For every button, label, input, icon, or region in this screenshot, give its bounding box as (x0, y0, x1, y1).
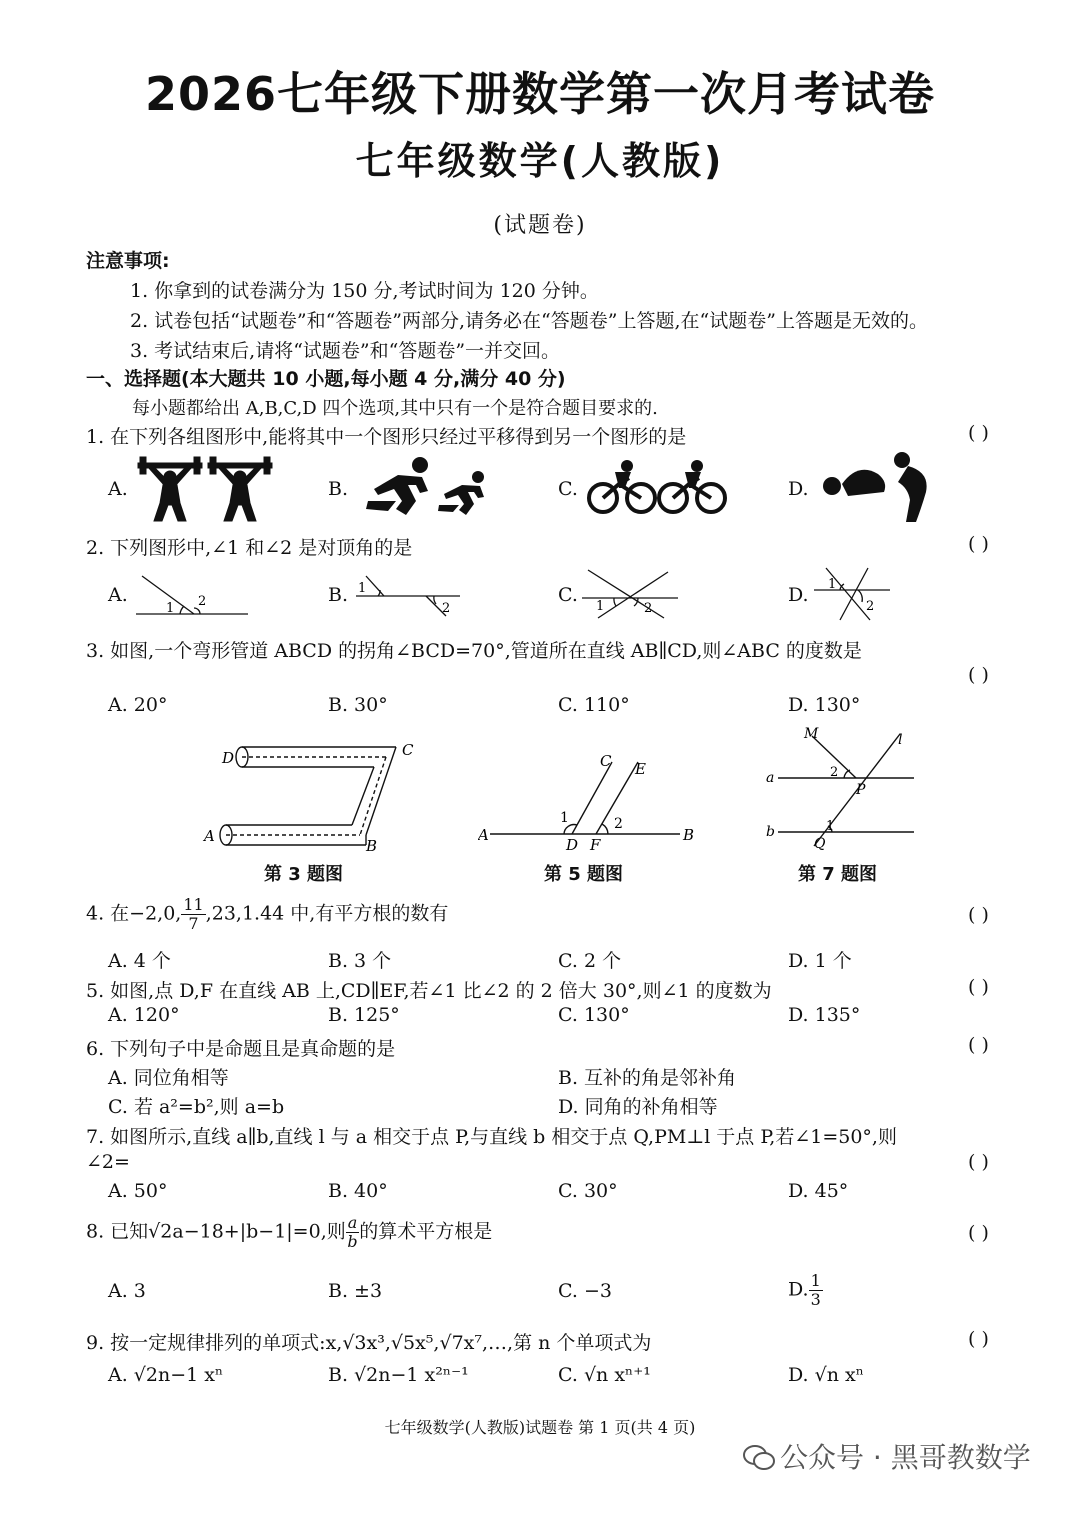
point-label: b (766, 824, 775, 840)
q3-option-a: A. 20° (108, 694, 168, 716)
angle-label: 2 (830, 765, 839, 780)
q7-option-b: B. 40° (328, 1180, 388, 1202)
point-label: B (366, 837, 378, 855)
question-7-stem-cont: ∠2= (86, 1151, 130, 1173)
answer-paren: ( ) (968, 422, 989, 444)
angle-label: 1 (828, 577, 837, 592)
watermark (742, 1436, 1031, 1476)
watermark-text: 公众号 · 黑哥教数学 (780, 1441, 1031, 1474)
angle-label: 1 (596, 599, 605, 614)
q8-option-a: A. 3 (108, 1280, 146, 1302)
question-7-stem: 7. 如图所示,直线 a∥b,直线 l 与 a 相交于点 P,与直线 b 相交于点 Q,PM⊥l 于点 P,若∠1=50°,则 (86, 1126, 897, 1148)
answer-paren: ( ) (968, 904, 989, 926)
point-label: C (600, 752, 612, 770)
q2-option-d: D. (788, 584, 809, 606)
point-label: D (222, 749, 235, 767)
question-3-stem: 3. 如图,一个弯形管道 ABCD 的拐角∠BCD=70°,管道所在直线 AB∥CD,则∠ABC 的度数是 (86, 640, 862, 662)
point-label: M (804, 726, 819, 742)
q4-option-d: D. 1 个 (788, 950, 852, 972)
fraction (346, 1214, 360, 1251)
point-label: a (766, 770, 775, 786)
q2-option-a: A. (108, 584, 128, 606)
figure-7-lines (762, 722, 922, 852)
fraction-denominator: 7 (188, 914, 199, 933)
angle-label: 2 (198, 594, 207, 609)
q1-option-d: D. (788, 478, 809, 500)
q8-option-b: B. ±3 (328, 1280, 383, 1302)
figure-3-caption: 第 3 题图 (264, 864, 344, 885)
answer-paren: ( ) (968, 1151, 989, 1173)
q4-option-b: B. 3 个 (328, 950, 392, 972)
fraction-denominator: 3 (810, 1290, 821, 1309)
q6-option-c: C. 若 a²=b²,则 a=b (108, 1096, 285, 1118)
fraction (181, 896, 205, 933)
note-item: 1. 你拿到的试卷满分为 150 分,考试时间为 120 分钟。 (130, 280, 599, 302)
q5-option-b: B. 125° (328, 1004, 400, 1026)
q2-figure-d (812, 564, 892, 622)
answer-paren: ( ) (968, 1328, 989, 1350)
fraction-numerator: a (347, 1213, 358, 1232)
angle-label: 2 (442, 601, 451, 616)
q8-option-d-label: D. (788, 1278, 809, 1301)
question-4-stem (86, 896, 448, 933)
fraction-numerator: 11 (183, 895, 204, 914)
note-item: 3. 考试结束后,请将“试题卷”和“答题卷”一并交回。 (130, 340, 561, 362)
fraction-numerator: 1 (810, 1271, 821, 1290)
q8-option-d (788, 1272, 823, 1309)
angle-label: 2 (614, 816, 623, 832)
figure-7-caption: 第 7 题图 (798, 864, 878, 885)
angle-label: 1 (826, 819, 835, 834)
q5-option-c: C. 130° (558, 1004, 630, 1026)
section-instruction: 每小题都给出 A,B,C,D 四个选项,其中只有一个是符合题目要求的. (132, 398, 658, 419)
swimmer-pictogram (818, 452, 943, 524)
q1-option-a: A. (108, 478, 128, 500)
point-label: F (590, 836, 601, 854)
weightlifter-pictogram (136, 455, 276, 525)
question-1-stem: 1. 在下列各组图形中,能将其中一个图形只经过平移得到另一个图形的是 (86, 426, 687, 448)
q8-stem-end: 的算术平方根是 (359, 1220, 493, 1243)
q4-option-c: C. 2 个 (558, 950, 622, 972)
q9-option-c: C. √n xⁿ⁺¹ (558, 1364, 651, 1386)
fraction-denominator: b (347, 1232, 358, 1251)
q4-option-a: A. 4 个 (108, 950, 171, 972)
q7-option-a: A. 50° (108, 1180, 168, 1202)
note-item: 2. 试卷包括“试题卷”和“答题卷”两部分,请务必在“答题卷”上答题,在“试题卷”上答题是无效的。 (130, 310, 928, 332)
point-label: D (566, 836, 579, 854)
answer-paren: ( ) (968, 976, 989, 998)
cyclist-pictogram (585, 458, 727, 516)
angle-label: 1 (560, 810, 569, 826)
runner-pictogram (358, 455, 498, 525)
q1-option-b: B. (328, 478, 349, 500)
q6-option-d: D. 同角的补角相等 (558, 1096, 718, 1118)
answer-paren: ( ) (968, 533, 989, 555)
point-label: A (478, 826, 489, 844)
q3-option-d: D. 130° (788, 694, 861, 716)
angle-label: 2 (644, 601, 653, 616)
q8-stem-start: 8. 已知√2a−18+|b−1|=0,则 (86, 1220, 346, 1243)
section-heading: 一、选择题(本大题共 10 小题,每小题 4 分,满分 40 分) (86, 368, 566, 390)
angle-label: 2 (866, 599, 875, 614)
q9-option-a: A. √2n−1 xⁿ (108, 1364, 224, 1386)
q9-option-b: B. √2n−1 x²ⁿ⁻¹ (328, 1364, 469, 1386)
wechat-icon (742, 1443, 776, 1471)
point-label: Q (814, 836, 826, 852)
point-label: P (856, 782, 866, 798)
angle-label: 1 (166, 601, 175, 616)
q2-option-b: B. (328, 584, 349, 606)
point-label: l (898, 732, 903, 748)
q2-option-c: C. (558, 584, 578, 606)
point-label: B (683, 826, 695, 844)
q7-option-d: D. 45° (788, 1180, 849, 1202)
q4-stem-end: ,23,1.44 中,有平方根的数有 (205, 902, 449, 925)
q9-option-d: D. √n xⁿ (788, 1364, 864, 1386)
q3-option-b: B. 30° (328, 694, 388, 716)
q2-figure-b (354, 572, 464, 620)
q3-option-c: C. 110° (558, 694, 630, 716)
exam-title: 2026七年级下册数学第一次月考试卷 (144, 67, 936, 121)
q4-stem-start: 4. 在−2,0, (86, 902, 182, 925)
page-footer: 七年级数学(人教版)试题卷 第 1 页(共 4 页) (384, 1418, 696, 1437)
q5-option-a: A. 120° (108, 1004, 180, 1026)
question-5-stem: 5. 如图,点 D,F 在直线 AB 上,CD∥EF,若∠1 比∠2 的 2 倍大 30°,则∠1 的度数为 (86, 980, 772, 1002)
figure-3-pipe (200, 735, 425, 855)
answer-paren: ( ) (968, 1034, 989, 1056)
q1-option-c: C. (558, 478, 578, 500)
q7-option-c: C. 30° (558, 1180, 618, 1202)
q2-figure-a (132, 572, 252, 620)
question-9-stem: 9. 按一定规律排列的单项式:x,√3x³,√5x⁵,√7x⁷,…,第 n 个单项式为 (86, 1332, 652, 1354)
paper-type: (试题卷) (493, 213, 587, 238)
angle-label: 1 (358, 581, 367, 596)
exam-subtitle: 七年级数学(人教版) (355, 139, 725, 183)
question-6-stem: 6. 下列句子中是命题且是真命题的是 (86, 1038, 396, 1060)
answer-paren: ( ) (968, 1222, 989, 1244)
point-label: C (402, 741, 414, 759)
question-8-stem (86, 1214, 492, 1251)
figure-5-parallel-lines (478, 750, 700, 858)
figure-5-caption: 第 5 题图 (544, 864, 624, 885)
q5-option-d: D. 135° (788, 1004, 861, 1026)
q6-option-a: A. 同位角相等 (108, 1067, 229, 1089)
question-2-stem: 2. 下列图形中,∠1 和∠2 是对顶角的是 (86, 537, 413, 559)
point-label: E (635, 760, 646, 778)
point-label: A (204, 827, 215, 845)
q6-option-b: B. 互补的角是邻补角 (558, 1067, 737, 1089)
fraction (809, 1272, 823, 1309)
q8-option-c: C. −3 (558, 1280, 612, 1302)
notes-heading: 注意事项: (86, 250, 170, 272)
q2-figure-c (580, 566, 680, 620)
answer-paren: ( ) (968, 664, 989, 686)
